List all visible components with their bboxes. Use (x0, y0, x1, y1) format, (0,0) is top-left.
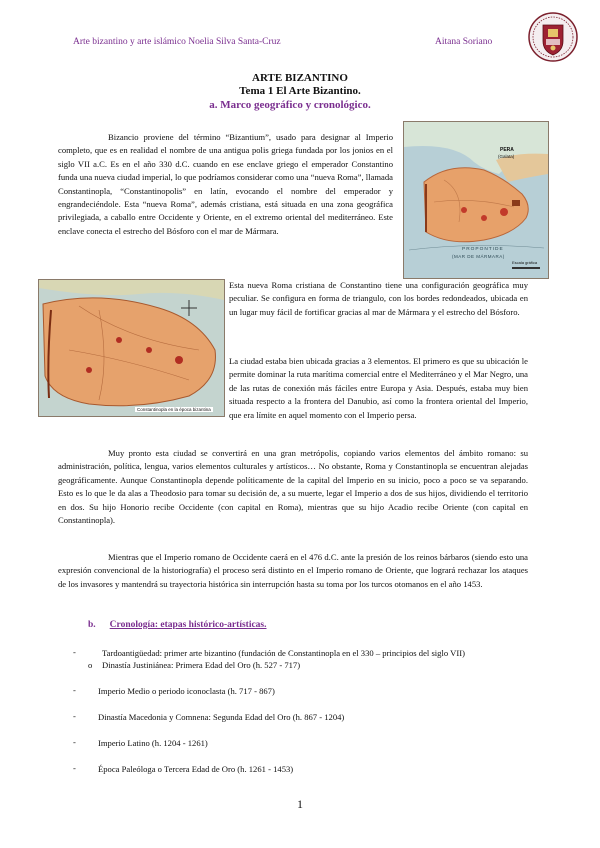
map-label-galata: (Galata) (498, 154, 515, 159)
section-a-heading: a. Marco geográfico y cronológico. (209, 99, 371, 111)
university-seal-icon (528, 11, 578, 63)
map-label-pera: PERA (500, 147, 514, 153)
paragraph-4: Muy pronto esta ciudad se convertirá en una gran metrópolis, copiando varios elementos del ámbito romano: su administración, política, lengua, varios elementos culturales y artísticos… No obstante, Roma y Constantinopla se encuentran alejadas geográficamente. Aunque Constantinopla depende políticamente de la capital del Imperio en su inicio, poco a poco se va separando. Esto es lo que le da alas a Theodosio para tomar su decisión de, a su muerte, legar el Imperio a dos de sus hijos, dividiendo el territorio en dos. Su hijo Honorio recibe Occidente (con capital en Roma), mientras que su hijo Acadio recibe Oriente (con capital en Constantinopla). (58, 448, 528, 526)
section-b-label: Cronología: etapas histórico-artísticas. (109, 620, 267, 630)
list-bullet: - (73, 737, 76, 747)
list-item: Tardoantigüedad: primer arte bizantino (fundación de Constantinopla en el 330 – principios del siglo VII) (102, 648, 465, 658)
paragraph-3: La ciudad estaba bien ubicada gracias a 3 elementos. El primero es que su ubicación le permite dominar la ruta marítima comercial entre el Mediterráneo y el Mar Negro, una de las rutas de conexión más fáciles entre Europa y Asia. Después, estaba muy bien situada respecto a la frontera del Danubio, así como la frontera oriental del Imperio, que era límite en aquel momento con el Imperio persa. (229, 356, 528, 420)
list-item: Dinastía Justiniánea: Primera Edad del Oro (h. 527 - 717) (102, 660, 301, 670)
map-scale-label: Escala gráfica (512, 260, 538, 265)
list-bullet: - (73, 685, 76, 695)
paragraph-1: Bizancio proviene del término “Bizantium”, usado para designar al Imperio completo, que es en realidad el nombre de una antigua polis griega fundada por los jonios en el siglo VII a.C. Es en el año 330 d.C. cuando en ese enclave griego el emperador Constantino funda una nueva ciudad imperial, lo que podríamos considerar como una “nueva Roma”, llamada Constantinopla, “Constantinopolis” en latín, evocando el nombre del emperador y engrandeciéndole. Esta “nueva Roma”, además cristiana, está situada en una zona geográfica privilegiada, a caballo entre Occidente y Oriente, en el extremo oriental del mediterráneo. Este enclave conecta el estrecho del Bósforo con el mar de Mármara. (58, 132, 393, 236)
map-caption: Constantinopla en la época bizantina (137, 407, 211, 412)
map-label-propontide: PROPONTIDE (462, 247, 504, 252)
header-right: Aitana Soriano (435, 37, 493, 47)
list-item: Dinastía Macedonia y Comnena: Segunda Edad del Oro (h. 867 - 1204) (98, 712, 345, 722)
list-bullet: - (73, 763, 76, 773)
list-bullet: o (88, 660, 93, 670)
section-b-heading (88, 620, 267, 630)
paragraph-2: Esta nueva Roma cristiana de Constantino tiene una configuración geográfica muy peculiar. Se configura en forma de triangulo, con los bordes redondeados, ubicada en un lugar muy fácil de fortificar gracias al mar de Mármara y el estrecho del Bósforo. (229, 280, 528, 317)
document-title: ARTE BIZANTINO (252, 72, 348, 84)
section-b-letter: b. (88, 620, 96, 630)
map-constantinopla-bizantina (38, 279, 225, 417)
paragraph-5: Mientras que el Imperio romano de Occidente caerá en el 476 d.C. ante la presión de los reinos bárbaros (siendo esto una expresión convencional de la historiografía) el proceso será distinto en el Imperio romano de Oriente, que logrará rechazar los ataques de los invasores y mantendrá su trayectoria histórica sin interrupción hasta su toma por los turcos otomanos en el año 1453. (58, 552, 528, 589)
page-number: 1 (297, 797, 303, 811)
list-item: Imperio Latino (h. 1204 - 1261) (98, 738, 208, 748)
list-item: Época Paleóloga o Tercera Edad de Oro (h. 1261 - 1453) (98, 764, 294, 774)
map-label-marmara: (MAR DE MÁRMARA) (452, 254, 505, 259)
map-constantinopla-plan (403, 121, 549, 279)
list-bullet: - (73, 711, 76, 721)
tema-title: Tema 1 El Arte Bizantino. (239, 85, 361, 97)
map-scale-bar (512, 267, 540, 269)
list-item: Imperio Medio o periodo iconoclasta (h. 717 - 867) (98, 686, 275, 696)
list-bullet: - (73, 647, 76, 657)
header-left: Arte bizantino y arte islámico Noelia Silva Santa-Cruz (73, 37, 281, 47)
